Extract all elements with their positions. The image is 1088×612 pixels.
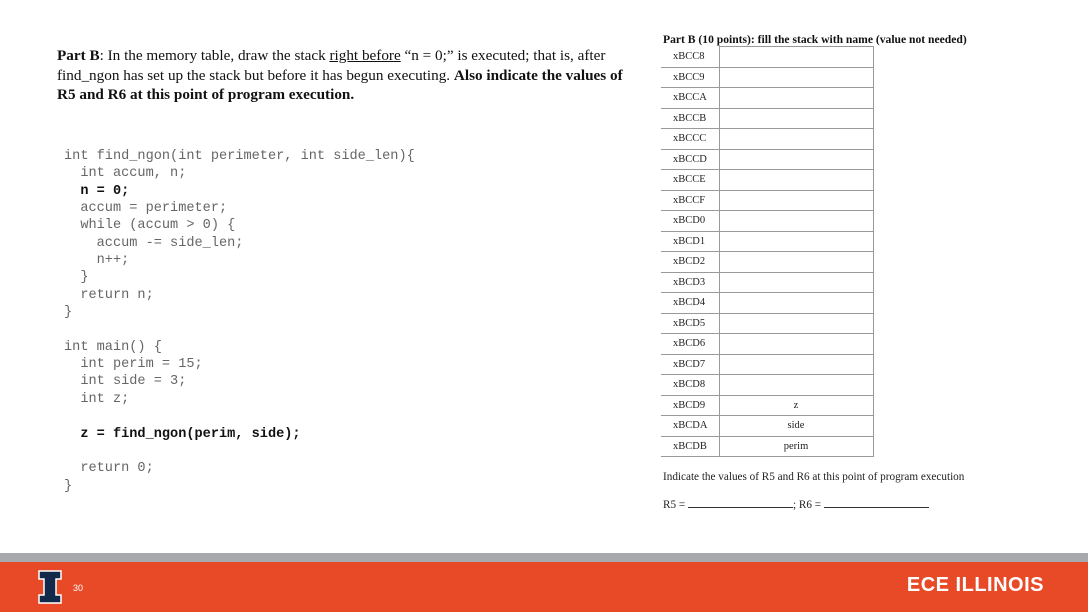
value-cell[interactable]: [719, 252, 873, 273]
table-row: [661, 190, 873, 211]
address-cell: xBCC8: [661, 47, 719, 68]
r6-blank[interactable]: [824, 497, 929, 508]
value-cell[interactable]: [719, 149, 873, 170]
question-prompt: [57, 46, 627, 105]
value-cell[interactable]: [719, 67, 873, 88]
table-row: [661, 436, 873, 457]
table-row: [661, 252, 873, 273]
table-row: [661, 395, 873, 416]
address-cell: xBCD0: [661, 211, 719, 232]
code-line: while (accum > 0) {: [64, 218, 236, 234]
address-cell: xBCDB: [661, 436, 719, 457]
code-line: z = find_ngon(perim, side);: [64, 426, 301, 442]
value-cell[interactable]: [719, 88, 873, 109]
value-cell[interactable]: [719, 231, 873, 252]
value-cell[interactable]: [719, 47, 873, 68]
value-cell[interactable]: [719, 108, 873, 129]
table-row: [661, 88, 873, 109]
code-line: [64, 408, 415, 425]
table-title: Part B (10 points): fill the stack with name (value not needed): [663, 33, 967, 46]
value-cell[interactable]: [719, 272, 873, 293]
table-row: [661, 334, 873, 355]
table-row: [661, 272, 873, 293]
table-row: [661, 354, 873, 375]
value-cell[interactable]: [719, 354, 873, 375]
table-row: [661, 149, 873, 170]
page-number: 30: [73, 583, 84, 593]
address-cell: xBCD6: [661, 334, 719, 355]
illinois-logo-icon: [38, 570, 62, 604]
prompt-underlined: right before: [329, 47, 401, 64]
prompt-bold: Also indicate the values of R5 and R6 at this point of program execution.: [57, 66, 623, 103]
value-cell[interactable]: [719, 334, 873, 355]
prompt-text: : In the memory table, draw the stack: [99, 47, 330, 64]
table-row: [661, 293, 873, 314]
address-cell: xBCCA: [661, 88, 719, 109]
code-block: [64, 148, 415, 495]
address-cell: xBCD4: [661, 293, 719, 314]
code-line: int perim = 15;: [64, 357, 203, 373]
indicate-text: Indicate the values of R5 and R6 at this point of program execution: [663, 471, 965, 483]
value-cell[interactable]: [719, 375, 873, 396]
code-line: }: [64, 478, 73, 494]
r5-blank[interactable]: [688, 497, 793, 508]
table-row: [661, 211, 873, 232]
address-cell: xBCCF: [661, 190, 719, 211]
code-line: int z;: [64, 391, 130, 407]
table-row: [661, 313, 873, 334]
table-row: [661, 67, 873, 88]
address-cell: xBCD8: [661, 375, 719, 396]
address-cell: xBCD3: [661, 272, 719, 293]
address-cell: xBCCD: [661, 149, 719, 170]
code-line: int main() {: [64, 339, 162, 355]
table-row: [661, 170, 873, 191]
address-cell: xBCCB: [661, 108, 719, 129]
part-label: Part B: [57, 47, 100, 64]
code-line: accum = perimeter;: [64, 201, 228, 217]
value-cell[interactable]: [719, 129, 873, 150]
code-line: return n;: [64, 287, 154, 303]
address-cell: xBCD9: [661, 395, 719, 416]
code-line: int accum, n;: [64, 166, 187, 182]
address-cell: xBCD7: [661, 354, 719, 375]
prompt-text: “n = 0;” is executed; that is, after find_ngon has set up the stack but before it has begun executing.: [57, 47, 606, 84]
value-cell[interactable]: [719, 190, 873, 211]
address-cell: xBCD5: [661, 313, 719, 334]
address-cell: xBCC9: [661, 67, 719, 88]
value-cell[interactable]: perim: [719, 436, 873, 457]
address-cell: xBCCC: [661, 129, 719, 150]
register-answers: [663, 497, 929, 511]
r5-label: R5 =: [663, 499, 688, 511]
value-cell[interactable]: [719, 313, 873, 334]
value-cell[interactable]: [719, 211, 873, 232]
table-row: [661, 47, 873, 68]
code-line: int find_ngon(int perimeter, int side_len){: [64, 149, 415, 164]
code-line: [64, 443, 415, 460]
code-line: return 0;: [64, 461, 154, 477]
r6-label: ; R6 =: [792, 499, 824, 511]
address-cell: xBCDA: [661, 416, 719, 437]
address-cell: xBCCE: [661, 170, 719, 191]
code-line: [64, 321, 415, 338]
table-row: [661, 129, 873, 150]
brand-text: ECE ILLINOIS: [906, 574, 1044, 596]
code-line: accum -= side_len;: [64, 235, 244, 251]
code-line: }: [64, 270, 89, 286]
address-cell: xBCD2: [661, 252, 719, 273]
table-row: [661, 416, 873, 437]
table-row: [661, 231, 873, 252]
code-line: n = 0;: [64, 183, 130, 199]
value-cell[interactable]: z: [719, 395, 873, 416]
table-row: [661, 375, 873, 396]
footer-gray-stripe: [0, 553, 1088, 562]
value-cell[interactable]: side: [719, 416, 873, 437]
address-cell: xBCD1: [661, 231, 719, 252]
table-row: [661, 108, 873, 129]
value-cell[interactable]: [719, 170, 873, 191]
code-line: int side = 3;: [64, 374, 187, 390]
value-cell[interactable]: [719, 293, 873, 314]
memory-table: [661, 46, 874, 457]
code-line: n++;: [64, 253, 130, 269]
code-line: }: [64, 305, 73, 321]
